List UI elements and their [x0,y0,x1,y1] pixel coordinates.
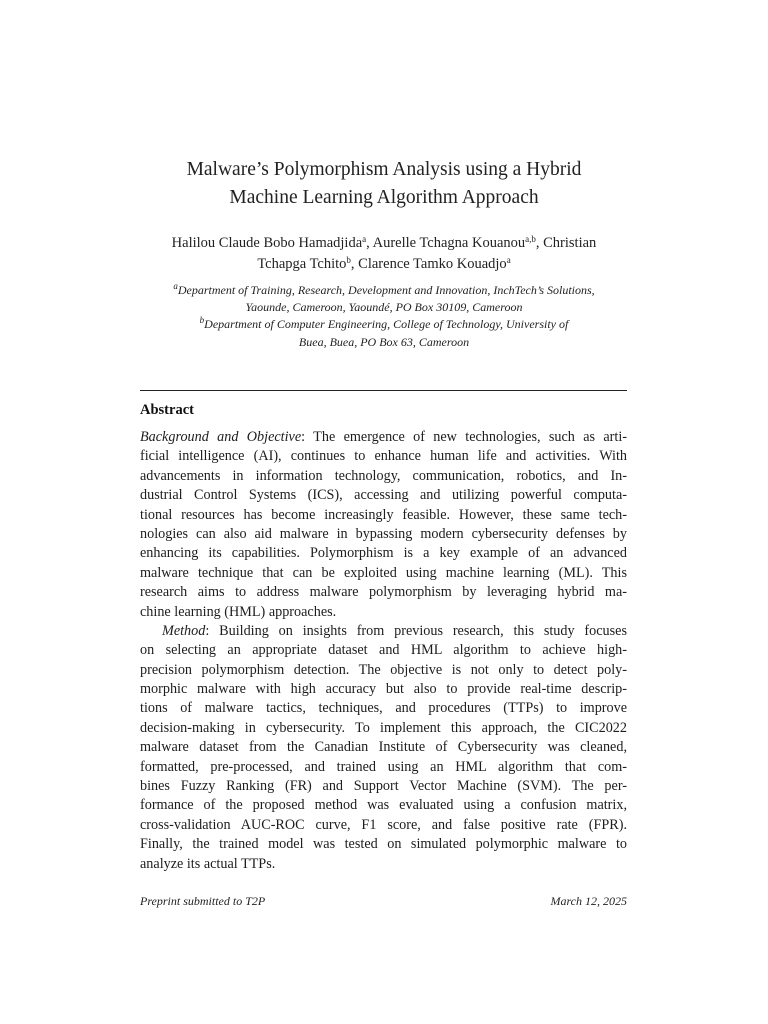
abstract-line [140,855,627,874]
footer-date: March 12, 2025 [550,894,627,908]
abstract-line-text: formance of the proposed method was evaluated using a confusion matrix, [140,797,627,814]
abstract-line-text: formatted, pre-processed, and trained using an HML algorithm that com- [140,758,627,775]
abstract-heading: Abstract [140,402,194,418]
abstract-line [140,467,627,486]
affiliation-sup: b [199,315,205,326]
author-list [0,233,768,275]
author-name: , Christian [535,235,597,251]
author-affil-sup: a,b [525,234,536,244]
abstract-line [140,525,627,544]
affiliation-text: Department of Training, Research, Development and Innovation, InchTech’s Solutions, [177,283,595,297]
abstract-section-label: Method [162,622,206,639]
abstract-line-text: bines Fuzzy Ranking (FR) and Support Vector Machine (SVM). The per- [140,778,627,795]
abstract-line [140,738,627,757]
author-line-2 [0,254,768,275]
paper-title [0,156,768,212]
abstract-line [140,719,627,738]
affiliations [0,282,768,351]
abstract-line-text: : Building on insights from previous research, this study focuses [205,622,627,639]
abstract-line [140,816,627,835]
abstract-line-text: malware technique that can be exploited using machine learning (ML). This [140,564,627,581]
abstract-divider [140,390,627,391]
affiliation-a-line-2: Yaounde, Cameroon, Yaoundé, PO Box 30109, Cameroon [245,300,523,315]
abstract-line [140,447,627,466]
abstract-line-text: enhancing its capabilities. Polymorphism is a key example of an advanced [140,545,627,562]
abstract-line-text: morphic malware with high accuracy but also to provide real-time descrip- [140,681,627,698]
abstract-line-text: on selecting an appropriate dataset and HML algorithm to achieve high- [140,642,627,659]
abstract-line-text: cross-validation AUC-ROC curve, F1 score, and false positive rate (FPR). [140,816,627,833]
abstract-line [140,506,627,525]
title-line-2: Machine Learning Algorithm Approach [229,187,539,208]
affiliation-b-line-1 [0,316,768,333]
abstract-line-text: decision-making in cybersecurity. To implement this approach, the CIC2022 [140,719,627,736]
abstract-line-text: analyze its actual TTPs. [140,855,276,872]
affiliation-a-line-1 [0,282,768,299]
abstract-section-label: Background and Objective [140,429,302,445]
abstract-line [140,428,627,447]
author-name: Tchapga Tchito [257,256,347,272]
author-line-1 [0,233,768,254]
author-name: , Clarence Tamko Kouadjo [350,256,507,272]
abstract-line [140,758,627,777]
abstract-line-text: chine learning (HML) approaches. [140,603,337,620]
abstract-body [140,428,627,874]
abstract-line-text: nologies can also aid malware in bypassing modern cybersecurity defenses by [140,525,627,542]
author-affil-sup: a [506,255,511,265]
footer-preprint-note: Preprint submitted to T2P [140,894,266,908]
author-name: , Aurelle Tchagna Kouanou [366,235,526,251]
title-line-1: Malware’s Polymorphism Analysis using a Hybrid [186,159,582,180]
abstract-line [140,699,627,718]
abstract-line [140,680,627,699]
abstract-line-text: precision polymorphism detection. The objective is not only to detect poly- [140,661,627,678]
abstract-line [140,835,627,854]
abstract-method-paragraph [140,622,627,874]
abstract-line-text: advancements in information technology, communication, robotics, and In- [140,467,627,484]
abstract-line [140,777,627,796]
abstract-line-text: ficial intelligence (AI), continues to enhance human life and activities. With [140,448,627,465]
abstract-line-text: tional resources has become increasingly feasible. However, these same tech- [140,506,627,523]
abstract-line [140,796,627,815]
abstract-line [140,544,627,563]
abstract-line [140,661,627,680]
abstract-line-text: : The emergence of new technologies, such as arti- [301,429,627,445]
abstract-line-text: dustrial Control Systems (ICS), accessing and utilizing powerful computa- [140,487,627,504]
affiliation-b-line-2: Buea, Buea, PO Box 63, Cameroon [298,334,470,349]
abstract-line [140,486,627,505]
abstract-line-text: malware dataset from the Canadian Institute of Cybersecurity was cleaned, [140,739,627,756]
abstract-line [140,603,627,622]
abstract-line [140,622,627,641]
abstract-background-paragraph [140,428,627,622]
abstract-line-text: research aims to address malware polymorphism by leveraging hybrid ma- [140,584,627,601]
author-affil-sup: a [362,234,367,244]
abstract-line [140,583,627,602]
abstract-line [140,641,627,660]
abstract-line [140,564,627,583]
affiliation-text: Department of Computer Engineering, College of Technology, University of [204,317,569,332]
affiliation-sup: a [173,281,178,291]
abstract-line-text: Finally, the trained model was tested on simulated polymorphic malware to [140,836,627,853]
author-affil-sup: b [346,255,351,265]
author-name: Halilou Claude Bobo Hamadjida [171,235,363,251]
abstract-line-text: tions of malware tactics, techniques, and procedures (TTPs) to improve [140,700,627,717]
